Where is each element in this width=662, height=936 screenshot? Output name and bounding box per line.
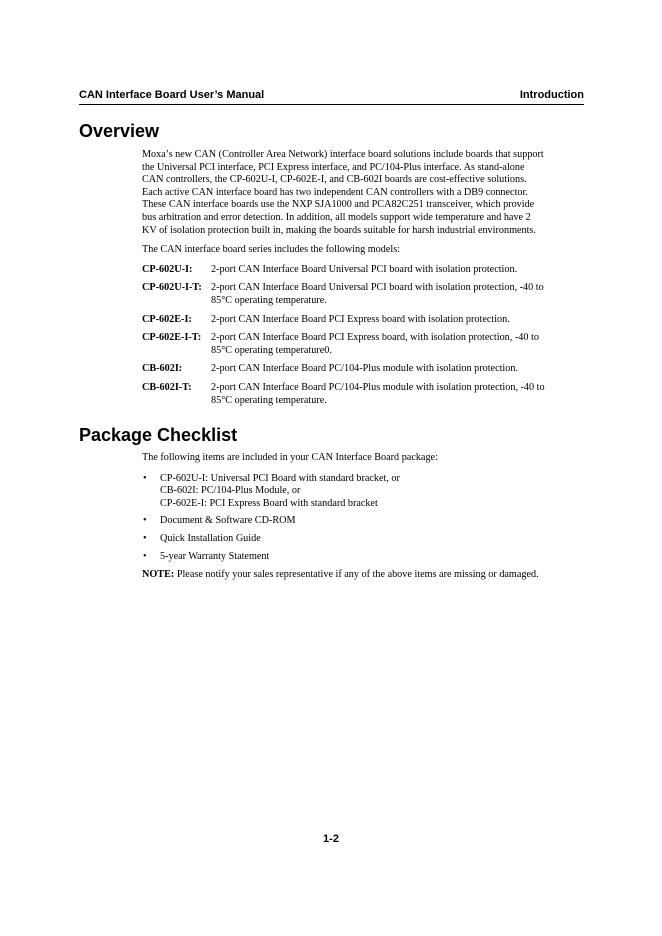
model-desc: 2-port CAN Interface Board Universal PCI board with isolation protection. — [211, 263, 518, 275]
note-text: Please notify your sales representative if any of the above items are missing or damaged. — [174, 569, 539, 581]
overview-line: Each active CAN interface board has two independent CAN controllers with a DB9 connector. — [142, 186, 528, 198]
header-title: CAN Interface Board User’s Manual — [79, 89, 265, 101]
overview-line: the Universal PCI interface, PCI Express interface, and PC/104-Plus interface. As stand-alone — [142, 161, 525, 173]
note-label: NOTE: — [142, 569, 175, 581]
overview-line: Moxa’s new CAN (Controller Area Network) interface board solutions include boards that support — [142, 149, 544, 160]
checklist-body — [142, 452, 584, 582]
list-item: • 5-year Warranty Statement — [143, 550, 270, 562]
list-item: • Quick Installation Guide — [143, 532, 261, 544]
model-row — [142, 332, 584, 357]
model-name: CP-602U-I-T: — [142, 282, 202, 294]
header-section: Introduction — [519, 89, 584, 101]
bullet-icon: • — [143, 472, 147, 484]
note — [142, 569, 584, 582]
bullet-icon: • — [143, 550, 147, 562]
package-checklist-heading: Package Checklist — [79, 425, 238, 445]
model-row — [142, 382, 584, 407]
model-desc: 2-port CAN Interface Board PC/104-Plus module with isolation protection, -40 to 85°C operating temperature. — [211, 381, 545, 406]
model-desc: 2-port CAN Interface Board Universal PCI board with isolation protection, -40 to 85°C operating temperature. — [211, 282, 544, 306]
overview-line: CAN controllers, the CP-602U-I, CP-602E-I, and CB-602I boards are cost-effective solutions. — [142, 174, 527, 186]
model-name: CP-602E-I: — [142, 313, 192, 325]
model-row — [142, 314, 584, 327]
model-row — [142, 264, 584, 277]
running-header — [79, 89, 584, 105]
overview-heading: Overview — [79, 121, 160, 141]
overview-paragraph — [142, 149, 584, 237]
overview-body — [142, 149, 584, 407]
model-row — [142, 363, 584, 376]
bullet-icon: • — [143, 532, 147, 544]
checklist-intro: The following items are included in your CAN Interface Board package: — [142, 452, 438, 463]
overview-line: These CAN interface boards use the NXP SJA1000 and PCA82C251 transceiver, which provide — [142, 199, 535, 211]
model-desc: 2-port CAN Interface Board PCI Express board with isolation protection. — [211, 313, 510, 325]
model-desc: 2-port CAN Interface Board PC/104-Plus module with isolation protection. — [211, 363, 518, 375]
page-number: 1-2 — [323, 833, 339, 845]
checklist-list — [142, 473, 584, 564]
model-desc: 2-port CAN Interface Board PCI Express board, with isolation protection, -40 to 85°C operating temperature0. — [211, 332, 539, 356]
model-name: CP-602U-I: — [142, 263, 193, 275]
overview-line: bus arbitration and error detection. In addition, all models support wide temperature and have 2 — [142, 211, 531, 223]
bullet-icon: • — [143, 515, 147, 527]
model-name: CP-602E-I-T: — [142, 332, 202, 344]
model-row — [142, 282, 584, 307]
list-item: • Document & Software CD-ROM — [143, 515, 296, 527]
model-name: CB-602I: — [142, 363, 183, 375]
model-name: CB-602I-T: — [142, 381, 192, 393]
list-item: • CP-602U-I: Universal PCI Board with standard bracket, or CB-602I: PC/104-Plus Module, or CP-602E-I: PCI Express Board with standard bracket — [143, 472, 400, 509]
overview-line: KV of isolation protection built in, making the boards suitable for harsh industrial environments. — [142, 224, 536, 236]
series-intro: The CAN interface board series includes the following models: — [142, 244, 401, 256]
